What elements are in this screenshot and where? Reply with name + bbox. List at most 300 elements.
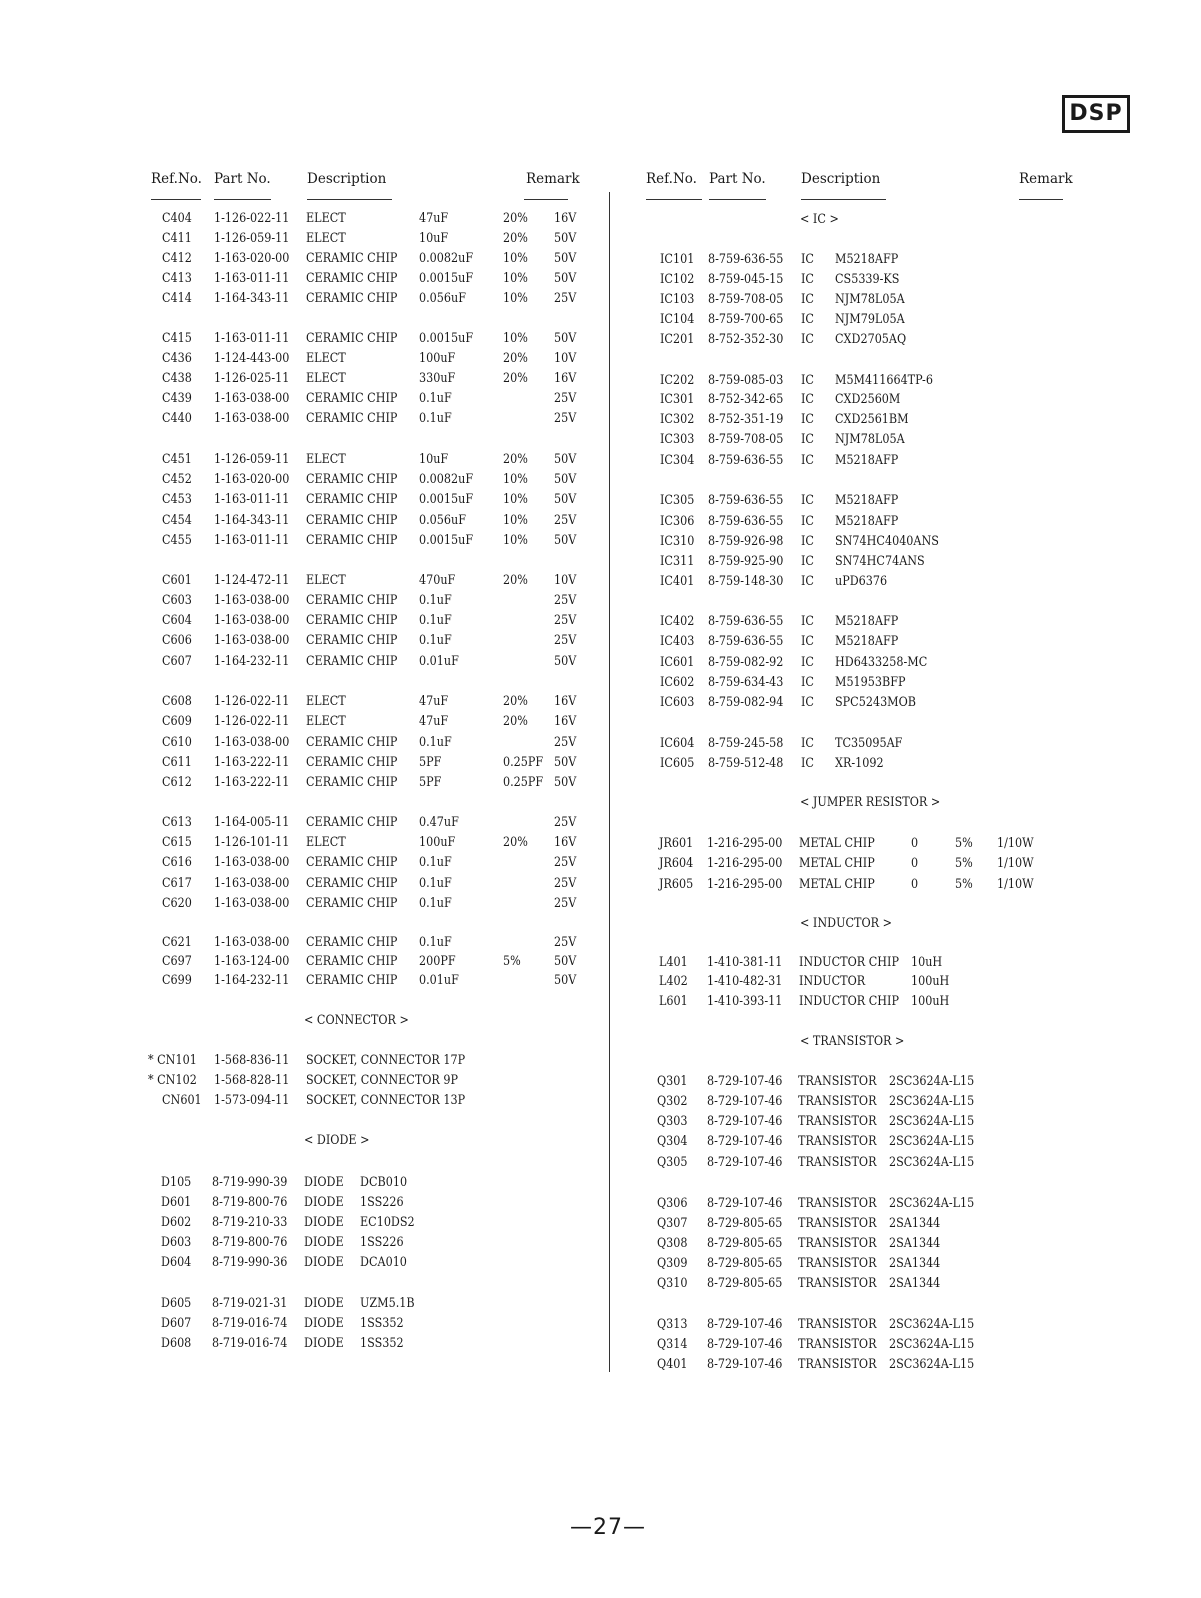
tolerance: 10%: [502, 331, 528, 346]
description: ELECT: [305, 351, 346, 366]
rating: 25V: [553, 876, 577, 891]
ref-no: IC303: [659, 432, 695, 447]
rating: 50V: [553, 231, 577, 246]
description: DIODE: [303, 1215, 344, 1230]
description: IC: [800, 756, 814, 771]
description: IC: [800, 453, 814, 468]
tolerance: 20%: [502, 714, 528, 729]
value: 470uF: [418, 573, 456, 588]
part-no: 1-216-295-00: [706, 877, 783, 892]
ref-no: C606: [161, 633, 192, 648]
value: M51953BFP: [834, 675, 906, 690]
ref-no: C404: [161, 211, 192, 226]
value: M5218AFP: [834, 514, 899, 529]
part-no: 8-729-107-46: [706, 1094, 783, 1109]
ref-no: C601: [161, 573, 192, 588]
value: 1SS226: [359, 1195, 404, 1210]
ref-no: C608: [161, 694, 192, 709]
part-no: 8-719-016-74: [211, 1316, 288, 1331]
part-no: 1-410-482-31: [706, 974, 783, 989]
description: METAL CHIP: [798, 856, 875, 871]
value: 10uF: [418, 452, 449, 467]
header-part-right: Part No.: [709, 171, 766, 187]
value: 2SC3624A-L15: [888, 1074, 975, 1089]
ref-no: L402: [658, 974, 688, 989]
part-no: 8-719-800-76: [211, 1195, 288, 1210]
rating: 16V: [553, 211, 577, 226]
value: 100uF: [418, 835, 456, 850]
part-no: 1-126-025-11: [213, 371, 290, 386]
header-rule: [524, 199, 568, 200]
value: 0.1uF: [418, 593, 452, 608]
description: CERAMIC CHIP: [305, 973, 398, 988]
value: 47uF: [418, 211, 449, 226]
section-heading: < IC >: [800, 212, 839, 227]
rating: 50V: [553, 452, 577, 467]
header-part-left: Part No.: [214, 171, 271, 187]
ref-no: C411: [161, 231, 192, 246]
part-no: 8-719-990-36: [211, 1255, 288, 1270]
description: IC: [800, 514, 814, 529]
value: 2SC3624A-L15: [888, 1155, 975, 1170]
description: CERAMIC CHIP: [305, 613, 398, 628]
part-no: 1-163-038-00: [213, 735, 290, 750]
rating: 25V: [553, 855, 577, 870]
value: 0.1uF: [418, 876, 452, 891]
description: ELECT: [305, 231, 346, 246]
rating: 25V: [553, 411, 577, 426]
value: 0: [910, 877, 919, 892]
description: ELECT: [305, 694, 346, 709]
tolerance: 20%: [502, 371, 528, 386]
value: 0.1uF: [418, 613, 452, 628]
description: INDUCTOR CHIP: [798, 955, 899, 970]
rating: 1/10W: [996, 836, 1034, 851]
value: NJM79L05A: [834, 312, 905, 327]
value: SN74HC74ANS: [834, 554, 925, 569]
ref-no: C616: [161, 855, 192, 870]
part-no: 8-759-636-55: [707, 514, 784, 529]
description: SOCKET, CONNECTOR 9P: [305, 1073, 459, 1088]
ref-no: IC403: [659, 634, 695, 649]
ref-no: C453: [161, 492, 192, 507]
part-no: 1-126-022-11: [213, 714, 290, 729]
ref-no: C452: [161, 472, 192, 487]
ref-no: Q307: [656, 1216, 688, 1231]
description: CERAMIC CHIP: [305, 654, 398, 669]
part-no: 8-752-342-65: [707, 392, 784, 407]
description: SOCKET, CONNECTOR 17P: [305, 1053, 466, 1068]
ref-no: IC305: [659, 493, 695, 508]
ref-no: IC104: [659, 312, 695, 327]
description: ELECT: [305, 371, 346, 386]
part-no: 1-163-020-00: [213, 472, 290, 487]
part-no: 8-759-148-30: [707, 574, 784, 589]
value: 0.01uF: [418, 654, 459, 669]
part-no: 8-719-021-31: [211, 1296, 288, 1311]
rating: 50V: [553, 775, 577, 790]
rating: 10V: [553, 573, 577, 588]
ref-no: * CN102: [147, 1073, 197, 1088]
part-no: 8-729-107-46: [706, 1357, 783, 1372]
value: 0.056uF: [418, 291, 466, 306]
description: TRANSISTOR: [797, 1114, 877, 1129]
rating: 16V: [553, 714, 577, 729]
description: CERAMIC CHIP: [305, 492, 398, 507]
value: 0.1uF: [418, 411, 452, 426]
value: DCA010: [359, 1255, 407, 1270]
value: 2SA1344: [888, 1256, 941, 1271]
header-rule: [307, 199, 392, 200]
part-no: 1-164-343-11: [213, 513, 290, 528]
description: CERAMIC CHIP: [305, 935, 398, 950]
rating: 50V: [553, 271, 577, 286]
value: 0.1uF: [418, 633, 452, 648]
tolerance: 10%: [502, 533, 528, 548]
section-heading: < JUMPER RESISTOR >: [800, 795, 941, 810]
part-no: 8-729-805-65: [706, 1256, 783, 1271]
ref-no: C415: [161, 331, 192, 346]
part-no: 8-752-351-19: [707, 412, 784, 427]
ref-no: IC602: [659, 675, 695, 690]
description: IC: [800, 655, 814, 670]
part-no: 8-759-636-55: [707, 634, 784, 649]
value: 100uF: [418, 351, 456, 366]
part-no: 1-410-393-11: [706, 994, 783, 1009]
value: 200PF: [418, 954, 456, 969]
description: DIODE: [303, 1296, 344, 1311]
value: 0.1uF: [418, 391, 452, 406]
value: 0.1uF: [418, 935, 452, 950]
ref-no: C612: [161, 775, 192, 790]
part-no: 1-573-094-11: [213, 1093, 290, 1108]
value: 5PF: [418, 775, 442, 790]
ref-no: L401: [658, 955, 688, 970]
part-no: 8-729-107-46: [706, 1134, 783, 1149]
ref-no: C621: [161, 935, 192, 950]
part-no: 1-164-343-11: [213, 291, 290, 306]
part-no: 1-163-038-00: [213, 613, 290, 628]
part-no: 8-729-107-46: [706, 1114, 783, 1129]
value: 100uH: [910, 974, 950, 989]
description: CERAMIC CHIP: [305, 755, 398, 770]
section-heading: < TRANSISTOR >: [800, 1034, 905, 1049]
ref-no: Q304: [656, 1134, 688, 1149]
description: CERAMIC CHIP: [305, 291, 398, 306]
ref-no: IC302: [659, 412, 695, 427]
section-heading: < INDUCTOR >: [800, 916, 893, 931]
description: TRANSISTOR: [797, 1074, 877, 1089]
tolerance: 5%: [955, 836, 973, 851]
ref-no: IC301: [659, 392, 695, 407]
ref-no: Q303: [656, 1114, 688, 1129]
value: M5218AFP: [834, 493, 899, 508]
value: 0.056uF: [418, 513, 466, 528]
part-no: 8-759-708-05: [707, 292, 784, 307]
part-no: 1-163-038-00: [213, 593, 290, 608]
description: IC: [800, 312, 814, 327]
description: TRANSISTOR: [797, 1216, 877, 1231]
ref-no: Q314: [656, 1337, 688, 1352]
tolerance: 5%: [955, 877, 973, 892]
section-heading: < DIODE >: [304, 1133, 370, 1148]
value: 2SC3624A-L15: [888, 1196, 975, 1211]
tolerance: 20%: [502, 231, 528, 246]
part-no: 8-759-700-65: [707, 312, 784, 327]
part-no: 1-124-472-11: [213, 573, 290, 588]
rating: 1/10W: [996, 877, 1034, 892]
ref-no: C454: [161, 513, 192, 528]
part-no: 1-216-295-00: [706, 856, 783, 871]
description: TRANSISTOR: [797, 1094, 877, 1109]
value: 5PF: [418, 755, 442, 770]
rating: 25V: [553, 815, 577, 830]
description: CERAMIC CHIP: [305, 411, 398, 426]
value: M5218AFP: [834, 252, 899, 267]
part-no: 1-163-038-00: [213, 391, 290, 406]
ref-no: C455: [161, 533, 192, 548]
value: 0.1uF: [418, 896, 452, 911]
ref-no: IC304: [659, 453, 695, 468]
rating: 25V: [553, 735, 577, 750]
value: 10uF: [418, 231, 449, 246]
ref-no: C413: [161, 271, 192, 286]
part-no: 1-568-836-11: [213, 1053, 290, 1068]
value: CS5339-KS: [834, 272, 900, 287]
rating: 25V: [553, 613, 577, 628]
part-no: 1-124-443-00: [213, 351, 290, 366]
description: IC: [800, 373, 814, 388]
description: CERAMIC CHIP: [305, 593, 398, 608]
ref-no: JR604: [658, 856, 694, 871]
description: IC: [800, 554, 814, 569]
rating: 50V: [553, 973, 577, 988]
description: IC: [800, 432, 814, 447]
description: IC: [800, 675, 814, 690]
tolerance: 5%: [955, 856, 973, 871]
description: INDUCTOR: [798, 974, 866, 989]
column-divider: [609, 192, 610, 1372]
ref-no: IC201: [659, 332, 695, 347]
description: CERAMIC CHIP: [305, 855, 398, 870]
rating: 25V: [553, 391, 577, 406]
part-no: 8-759-045-15: [707, 272, 784, 287]
value: 1SS352: [359, 1336, 404, 1351]
ref-no: C607: [161, 654, 192, 669]
rating: 25V: [553, 593, 577, 608]
value: CXD2705AQ: [834, 332, 907, 347]
description: TRANSISTOR: [797, 1276, 877, 1291]
part-no: 1-163-124-00: [213, 954, 290, 969]
ref-no: IC401: [659, 574, 695, 589]
value: NJM78L05A: [834, 292, 905, 307]
tolerance: 10%: [502, 251, 528, 266]
description: TRANSISTOR: [797, 1256, 877, 1271]
value: 0.47uF: [418, 815, 459, 830]
rating: 50V: [553, 472, 577, 487]
description: TRANSISTOR: [797, 1337, 877, 1352]
part-no: 1-126-059-11: [213, 231, 290, 246]
description: CERAMIC CHIP: [305, 331, 398, 346]
description: IC: [800, 392, 814, 407]
description: CERAMIC CHIP: [305, 533, 398, 548]
part-no: 1-163-038-00: [213, 935, 290, 950]
description: TRANSISTOR: [797, 1236, 877, 1251]
description: DIODE: [303, 1336, 344, 1351]
ref-no: Q306: [656, 1196, 688, 1211]
part-no: 1-163-011-11: [213, 492, 290, 507]
value: 47uF: [418, 714, 449, 729]
description: IC: [800, 412, 814, 427]
description: TRANSISTOR: [797, 1134, 877, 1149]
description: IC: [800, 574, 814, 589]
value: 0.1uF: [418, 855, 452, 870]
part-no: 8-729-107-46: [706, 1155, 783, 1170]
header-ref-left: Ref.No.: [151, 171, 202, 187]
description: ELECT: [305, 452, 346, 467]
ref-no: C603: [161, 593, 192, 608]
part-no: 1-163-011-11: [213, 533, 290, 548]
value: TC35095AF: [834, 736, 903, 751]
description: DIODE: [303, 1316, 344, 1331]
part-no: 8-729-107-46: [706, 1196, 783, 1211]
description: IC: [800, 493, 814, 508]
description: IC: [800, 534, 814, 549]
ref-no: C414: [161, 291, 192, 306]
value: 2SC3624A-L15: [888, 1134, 975, 1149]
description: TRANSISTOR: [797, 1317, 877, 1332]
header-ref-right: Ref.No.: [646, 171, 697, 187]
value: NJM78L05A: [834, 432, 905, 447]
rating: 50V: [553, 331, 577, 346]
ref-no: C611: [161, 755, 192, 770]
description: TRANSISTOR: [797, 1357, 877, 1372]
ref-no: D602: [160, 1215, 192, 1230]
header-rule: [151, 199, 201, 200]
description: INDUCTOR CHIP: [798, 994, 899, 1009]
part-no: 1-163-038-00: [213, 855, 290, 870]
ref-no: C620: [161, 896, 192, 911]
ref-no: C439: [161, 391, 192, 406]
header-rule: [1019, 199, 1063, 200]
description: METAL CHIP: [798, 836, 875, 851]
value: HD6433258-MC: [834, 655, 928, 670]
part-no: 1-163-038-00: [213, 876, 290, 891]
tolerance: 10%: [502, 513, 528, 528]
ref-no: C699: [161, 973, 192, 988]
ref-no: IC103: [659, 292, 695, 307]
ref-no: IC311: [659, 554, 695, 569]
rating: 1/10W: [996, 856, 1034, 871]
ref-no: IC402: [659, 614, 695, 629]
part-no: 1-163-011-11: [213, 271, 290, 286]
rating: 50V: [553, 654, 577, 669]
header-rule: [709, 199, 766, 200]
description: IC: [800, 634, 814, 649]
value: 100uH: [910, 994, 950, 1009]
ref-no: Q302: [656, 1094, 688, 1109]
header-rule: [801, 199, 886, 200]
part-no: 8-729-805-65: [706, 1236, 783, 1251]
description: IC: [800, 695, 814, 710]
ref-no: IC306: [659, 514, 695, 529]
ref-no: D608: [160, 1336, 192, 1351]
part-no: 8-729-107-46: [706, 1317, 783, 1332]
description: CERAMIC CHIP: [305, 896, 398, 911]
value: CXD2560M: [834, 392, 901, 407]
value: 47uF: [418, 694, 449, 709]
value: M5218AFP: [834, 634, 899, 649]
value: 0.1uF: [418, 735, 452, 750]
header-desc-left: Description: [307, 171, 387, 187]
description: IC: [800, 332, 814, 347]
value: 0.0015uF: [418, 331, 474, 346]
header-remark-right: Remark: [1019, 171, 1073, 187]
part-no: 8-759-085-03: [707, 373, 784, 388]
tolerance: 0.25PF: [502, 755, 544, 770]
part-no: 1-126-059-11: [213, 452, 290, 467]
ref-no: C617: [161, 876, 192, 891]
ref-no: C438: [161, 371, 192, 386]
description: IC: [800, 292, 814, 307]
description: ELECT: [305, 573, 346, 588]
ref-no: Q309: [656, 1256, 688, 1271]
part-no: 8-719-800-76: [211, 1235, 288, 1250]
part-no: 1-164-232-11: [213, 973, 290, 988]
ref-no: D607: [160, 1316, 192, 1331]
ref-no: D603: [160, 1235, 192, 1250]
description: DIODE: [303, 1175, 344, 1190]
description: CERAMIC CHIP: [305, 876, 398, 891]
tolerance: 20%: [502, 351, 528, 366]
description: DIODE: [303, 1195, 344, 1210]
ref-no: Q313: [656, 1317, 688, 1332]
value: 330uF: [418, 371, 456, 386]
value: 10uH: [910, 955, 943, 970]
description: CERAMIC CHIP: [305, 472, 398, 487]
part-no: 8-759-708-05: [707, 432, 784, 447]
value: XR-1092: [834, 756, 884, 771]
part-no: 8-759-082-94: [707, 695, 784, 710]
description: CERAMIC CHIP: [305, 735, 398, 750]
value: UZM5.1B: [359, 1296, 415, 1311]
value: 0: [910, 836, 919, 851]
part-no: 8-759-245-58: [707, 736, 784, 751]
description: TRANSISTOR: [797, 1155, 877, 1170]
description: CERAMIC CHIP: [305, 633, 398, 648]
part-no: 8-759-636-55: [707, 614, 784, 629]
ref-no: JR605: [658, 877, 694, 892]
part-no: 8-729-805-65: [706, 1216, 783, 1231]
description: CERAMIC CHIP: [305, 954, 398, 969]
part-no: 8-759-512-48: [707, 756, 784, 771]
value: M5M411664TP-6: [834, 373, 933, 388]
ref-no: D601: [160, 1195, 192, 1210]
ref-no: D605: [160, 1296, 192, 1311]
part-no: 8-759-082-92: [707, 655, 784, 670]
tolerance: 0.25PF: [502, 775, 544, 790]
tolerance: 10%: [502, 472, 528, 487]
part-no: 8-752-352-30: [707, 332, 784, 347]
description: METAL CHIP: [798, 877, 875, 892]
part-no: 1-163-011-11: [213, 331, 290, 346]
ref-no: C440: [161, 411, 192, 426]
part-no: 8-759-925-90: [707, 554, 784, 569]
description: CERAMIC CHIP: [305, 815, 398, 830]
part-no: 8-719-990-39: [211, 1175, 288, 1190]
part-no: 8-759-634-43: [707, 675, 784, 690]
rating: 25V: [553, 633, 577, 648]
